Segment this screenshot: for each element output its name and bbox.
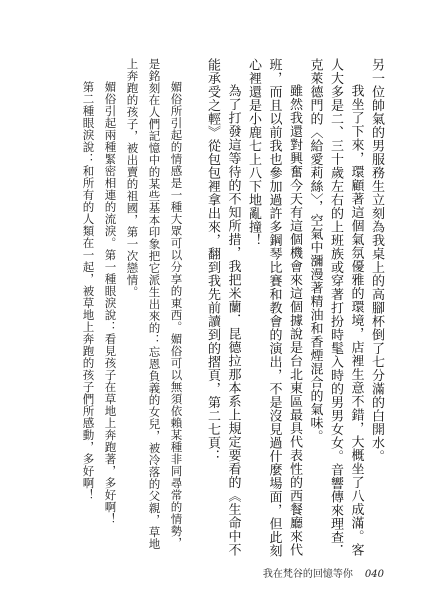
block-quote: 媚俗引起兩種緊密相連的流淚。第一種眼淚說：看見孩子在草地上奔跑著，多好啊！ bbox=[103, 81, 118, 525]
paragraph: 我坐了下來，環顧著這個氣氛優雅的環境，店裡生意不錯，大概坐了八成滿。客人大多是二、三十歲左右的上班族或穿著打扮時髦入時的男男女女。音響傳來理查．克萊德門的〈給愛莉絲〉，空氣中瀰漫著精油和香煙混合的氣味。 bbox=[307, 58, 364, 558]
page-number: 040 bbox=[364, 569, 384, 580]
paragraph: 另一位帥氣的男服務生立刻為我桌上的高腳杯倒了七分滿的白開水。 bbox=[369, 58, 384, 463]
block-quote: 媚俗所引起的情感是一種大眾可以分享的東西。媚俗可以無須依賴某種非同尋常的情勢，是銘刻在人們記憶中的某些基本印象把它派生出來的：忘恩負義的女兒，被冷落的父親，草地上奔跑的孩子，被出賣的祖國，第一次戀情。 bbox=[125, 58, 184, 550]
page-footer bbox=[263, 565, 384, 580]
block-quote: 第二種眼淚說：和所有的人類在一起，被草地上奔跑的孩子們所感動，多好啊！ bbox=[81, 81, 96, 501]
running-title: 我在梵谷的回憶等你 bbox=[262, 569, 353, 580]
body-text bbox=[36, 58, 386, 558]
paragraph: 雖然我還對興奮今天有這個機會來這個據說是台北東區最具代表性的西餐廳來代班，而且以前我也參加過許多鋼琴比賽和教會的演出，不是沒見過什麼場面，但此刻心裡還是小鹿七上八下地亂撞！ bbox=[246, 58, 302, 558]
paragraph: 為了打發這等待的不知所措，我把米蘭．昆德拉那本系上規定要看的《生命中不能承受之輕》從包包裡拿出來，翻到我先前讀到的摺頁，第二七頁： bbox=[205, 58, 241, 557]
